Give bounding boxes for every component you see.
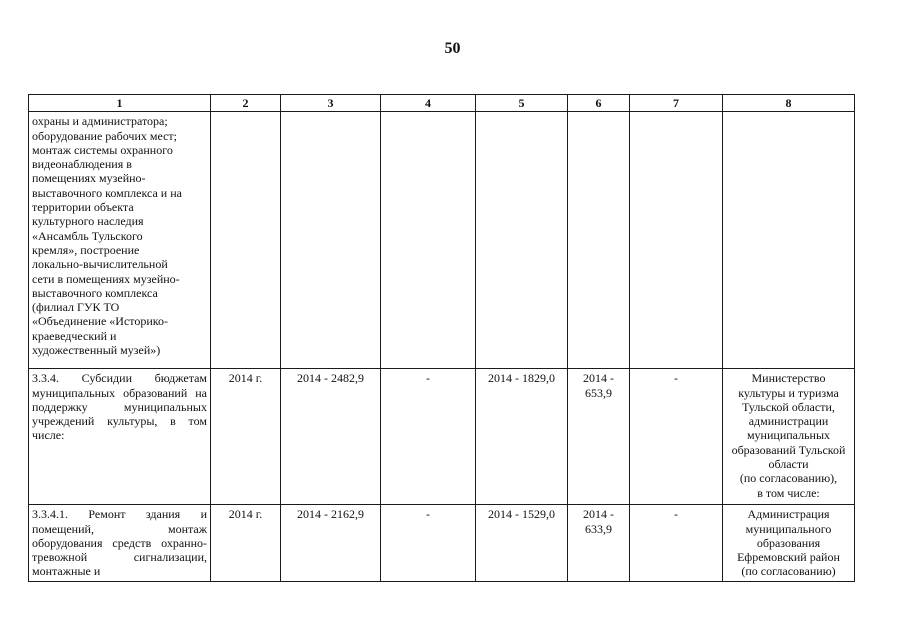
federal-funding-cell: - xyxy=(381,369,476,505)
column-header-5: 5 xyxy=(476,95,568,112)
executor-cell xyxy=(723,112,855,369)
total-funding-cell xyxy=(281,112,381,369)
table-row xyxy=(29,505,855,582)
federal-funding-cell: - xyxy=(381,505,476,582)
regional-funding-cell xyxy=(476,112,568,369)
deadline-cell: 2014 г. xyxy=(211,505,281,582)
column-header-1: 1 xyxy=(29,95,211,112)
column-header-3: 3 xyxy=(281,95,381,112)
column-header-6: 6 xyxy=(568,95,630,112)
table-row xyxy=(29,112,855,369)
other-funding-cell xyxy=(630,112,723,369)
column-header-7: 7 xyxy=(630,95,723,112)
federal-funding-cell xyxy=(381,112,476,369)
table-row xyxy=(29,369,855,505)
measure-description-cell: охраны и администратора; оборудование рабочих мест; монтаж системы охранного видеонаблюдения в помещениях музейно- выставочного комплекса и на территории объекта культурного наследия «Ансамбль Тульского кремля», построение локально-вычислительной сети в помещениях музейно- выставочного комплекса (филиал ГУК ТО «Объединение «Историко- краеведческий и художественный музей») xyxy=(29,112,211,369)
executor-cell: Министерство культуры и туризма Тульской области, администрации муниципальных образований Тульской области (по согласованию), в том числе: xyxy=(723,369,855,505)
deadline-cell: 2014 г. xyxy=(211,369,281,505)
local-funding-cell: 2014 - 633,9 xyxy=(568,505,630,582)
other-funding-cell: - xyxy=(630,369,723,505)
local-funding-cell: 2014 - 653,9 xyxy=(568,369,630,505)
total-funding-cell: 2014 - 2482,9 xyxy=(281,369,381,505)
regional-funding-cell: 2014 - 1529,0 xyxy=(476,505,568,582)
local-funding-cell xyxy=(568,112,630,369)
measure-description-cell: 3.3.4. Субсидии бюджетам муниципальных образований на поддержку муниципальных учреждений культуры, в том числе: xyxy=(29,369,211,505)
deadline-cell xyxy=(211,112,281,369)
page-number: 50 xyxy=(444,40,461,57)
column-header-4: 4 xyxy=(381,95,476,112)
header-row xyxy=(29,95,855,112)
column-header-2: 2 xyxy=(211,95,281,112)
executor-cell: Администрация муниципального образования Ефремовский район (по согласованию) xyxy=(723,505,855,582)
regional-funding-cell: 2014 - 1829,0 xyxy=(476,369,568,505)
measure-description-cell: 3.3.4.1. Ремонт здания и помещений, монтаж оборудования средств охранно-тревожной сигнализации, монтажные и xyxy=(29,505,211,582)
total-funding-cell: 2014 - 2162,9 xyxy=(281,505,381,582)
program-table xyxy=(28,94,855,582)
column-header-8: 8 xyxy=(723,95,855,112)
other-funding-cell: - xyxy=(630,505,723,582)
